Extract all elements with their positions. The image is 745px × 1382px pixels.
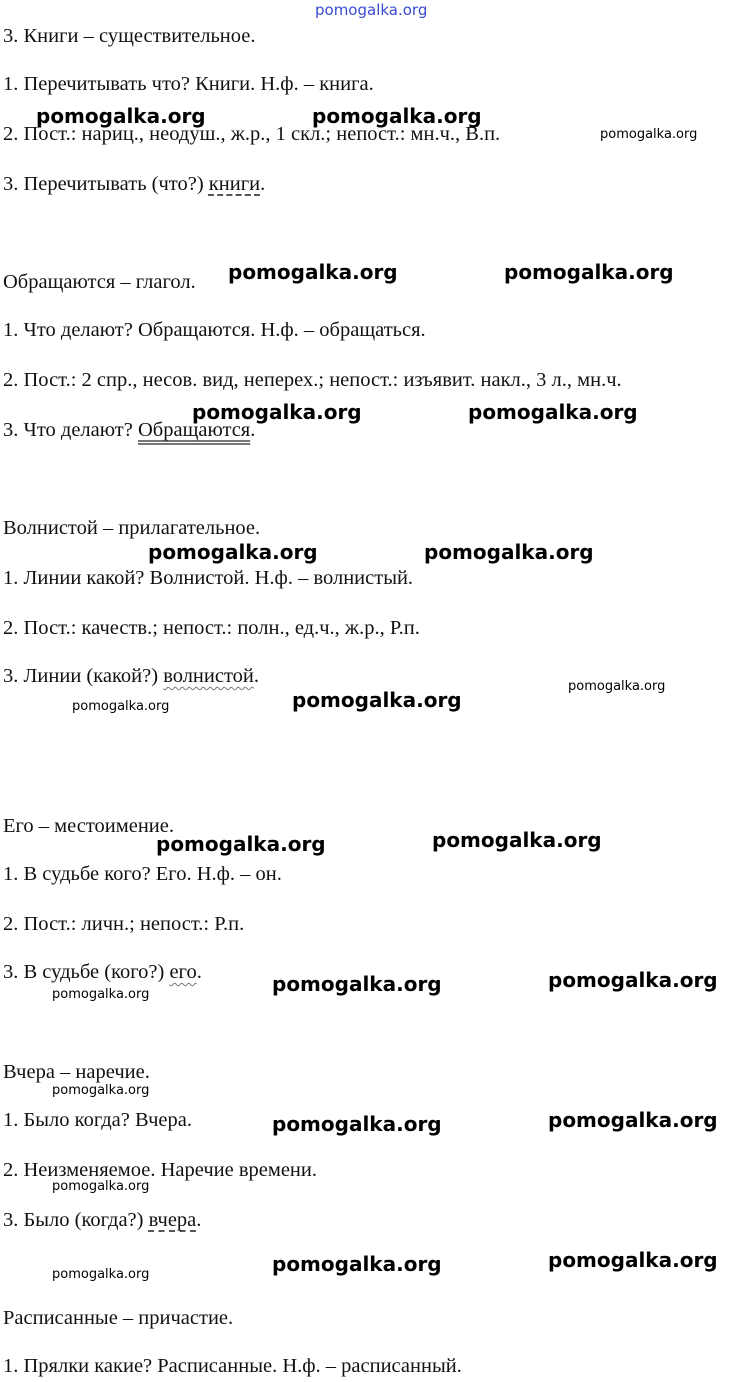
text-line: 3. Линии (какой?) волнистой. [3,665,260,687]
watermark: pomogalka.org [52,1267,150,1282]
text-line: 1. Что делают? Обращаются. Н.ф. – обращаться. [3,319,426,341]
underlined-word: Обращаются [137,419,251,441]
watermark: pomogalka.org [548,1248,718,1272]
text-line: 3. Перечитывать (что?) книги. [3,173,266,195]
text-line: Волнистой – прилагательное. [3,517,261,539]
text-line: 3. Было (когда?) вчера. [3,1209,202,1231]
watermark: pomogalka.org [192,400,362,424]
text-line: Вчера – наречие. [3,1061,150,1083]
underlined-word: волнистой [163,665,254,687]
watermark-top: pomogalka.org [315,1,428,19]
text-line: 1. Прялки какие? Расписанные. Н.ф. – расписанный. [3,1355,462,1377]
watermark: pomogalka.org [52,987,150,1002]
watermark: pomogalka.org [272,1112,442,1136]
watermark: pomogalka.org [548,968,718,992]
watermark: pomogalka.org [148,540,318,564]
watermark: pomogalka.org [600,127,698,142]
watermark: pomogalka.org [468,400,638,424]
text-line: Обращаются – глагол. [3,271,196,293]
text-line: 2. Пост.: качеств.; непост.: полн., ед.ч., ж.р., Р.п. [3,617,420,639]
text-line: 2. Пост.: 2 спр., несов. вид, неперех.; непост.: изъявит. накл., 3 л., мн.ч. [3,369,622,391]
underlined-word: вчера [148,1209,197,1231]
watermark: pomogalka.org [36,104,206,128]
text-line: Его – местоимение. [3,815,174,837]
watermark: pomogalka.org [432,828,602,852]
text-line: 3. Книги – существительное. [3,25,256,47]
watermark: pomogalka.org [52,1083,150,1098]
text-line: 2. Неизменяемое. Наречие времени. [3,1159,317,1181]
text-line: 3. В судьбе (кого?) его. [3,961,202,983]
watermark: pomogalka.org [228,260,398,284]
text-line: 2. Пост.: нариц., неодуш., ж.р., 1 скл.; непост.: мн.ч., В.п. [3,123,501,145]
text-line: 1. Линии какой? Волнистой. Н.ф. – волнистый. [3,567,414,589]
text-line: 1. В судьбе кого? Его. Н.ф. – он. [3,863,282,885]
watermark: pomogalka.org [72,699,170,714]
watermark: pomogalka.org [292,688,462,712]
watermark: pomogalka.org [504,260,674,284]
watermark: pomogalka.org [424,540,594,564]
watermark: pomogalka.org [272,972,442,996]
watermark: pomogalka.org [312,104,482,128]
underlined-word: его [169,961,197,983]
watermark: pomogalka.org [568,679,666,694]
text-line: 2. Пост.: личн.; непост.: Р.п. [3,913,245,935]
text-line: 3. Что делают? Обращаются. [3,419,256,441]
text-line: Расписанные – причастие. [3,1307,234,1329]
watermark: pomogalka.org [52,1179,150,1194]
text-line: 1. Было когда? Вчера. [3,1109,193,1131]
watermark: pomogalka.org [272,1252,442,1276]
watermark: pomogalka.org [156,832,326,856]
underlined-word: книги [208,173,261,195]
text-line: 1. Перечитывать что? Книги. Н.ф. – книга. [3,73,374,95]
watermark: pomogalka.org [548,1108,718,1132]
